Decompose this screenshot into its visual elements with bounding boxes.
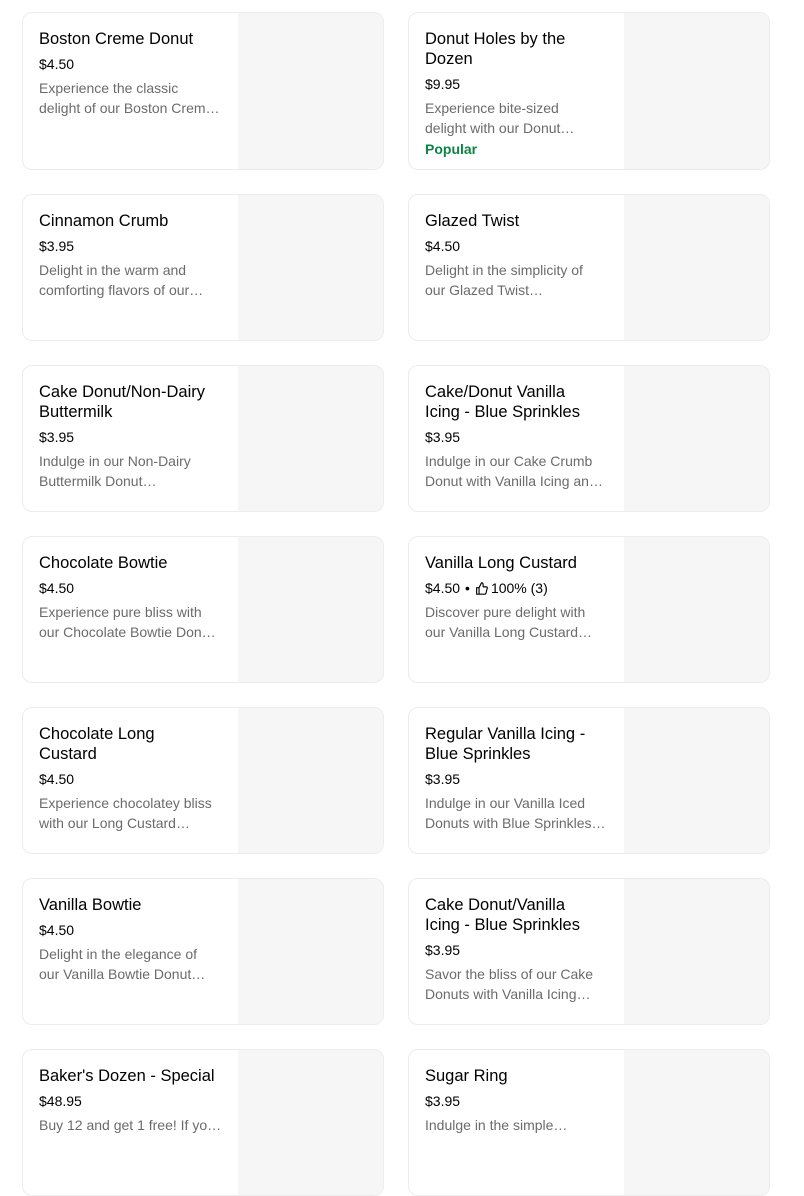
menu-item-description-line: Delight in the warm and: [39, 262, 187, 278]
menu-item-info: [39, 724, 227, 833]
menu-item-price: $4.50: [39, 771, 75, 787]
menu-item-info: [425, 382, 613, 491]
menu-item-description-line: Experience bite-sized: [425, 100, 559, 116]
menu-item-price-row: [39, 1092, 227, 1110]
menu-item-info: [39, 382, 227, 491]
menu-item-image: [624, 366, 769, 511]
menu-item-title: [425, 895, 613, 935]
menu-item-card[interactable]: [408, 194, 770, 341]
thumbs-up-icon: [475, 582, 488, 595]
menu-item-title: [39, 382, 227, 422]
menu-item-price-row: [39, 579, 227, 597]
menu-item-card[interactable]: [22, 365, 384, 512]
menu-item-title: [425, 1066, 613, 1086]
menu-item-image: [624, 879, 769, 1024]
menu-item-info: [39, 211, 227, 300]
menu-item-description-line: Indulge in our Vanilla Iced: [425, 795, 586, 811]
menu-item-title-line: Cake Donut/Non-Dairy: [39, 383, 205, 401]
menu-item-image: [624, 708, 769, 853]
menu-item-description-line: our Chocolate Bowtie Don…: [39, 624, 216, 640]
menu-item-card[interactable]: [22, 536, 384, 683]
menu-item-price: $48.95: [39, 1093, 82, 1109]
menu-item-image: [238, 708, 383, 853]
menu-item-title-line: Custard: [39, 745, 97, 763]
menu-item-title: [39, 724, 227, 764]
menu-item-title: [39, 211, 227, 231]
menu-item-description-line: Donuts with Blue Sprinkles…: [425, 815, 606, 831]
menu-item-card[interactable]: [408, 536, 770, 683]
menu-item-title-line: Cake Donut/Vanilla: [425, 896, 566, 914]
menu-item-description: [39, 78, 227, 118]
menu-item-title-line: Chocolate Long: [39, 725, 155, 743]
menu-item-price-row: [39, 428, 227, 446]
menu-item-price: $4.50: [39, 922, 75, 938]
menu-item-description-line: Donut with Vanilla Icing an…: [425, 473, 603, 489]
menu-item-description: [39, 260, 227, 300]
menu-item-description-line: Buy 12 and get 1 free! If yo…: [39, 1117, 222, 1133]
menu-item-description-line: Discover pure delight with: [425, 604, 586, 620]
menu-item-card[interactable]: [22, 12, 384, 170]
menu-item-title-line: Donut Holes by the: [425, 30, 566, 48]
menu-item-description-line: Indulge in the simple…: [425, 1117, 568, 1133]
menu-item-card[interactable]: [408, 365, 770, 512]
menu-item-description: [425, 451, 613, 491]
menu-item-title-line: Regular Vanilla Icing -: [425, 725, 586, 743]
menu-item-card[interactable]: [22, 194, 384, 341]
menu-item-description-line: Delight in the simplicity of: [425, 262, 583, 278]
menu-item-title: [425, 724, 613, 764]
menu-item-title: [39, 1066, 227, 1086]
menu-item-price: $4.50: [425, 580, 461, 596]
menu-item-description: [39, 451, 227, 491]
menu-item-description-line: Delight in the elegance of: [39, 946, 197, 962]
menu-item-image: [238, 1050, 383, 1195]
menu-item-image: [238, 195, 383, 340]
menu-item-price-row: [39, 55, 227, 73]
menu-item-info: [39, 895, 227, 984]
menu-item-image: [238, 13, 383, 169]
menu-item-price: $3.95: [425, 771, 461, 787]
menu-item-title-line: Cinnamon Crumb: [39, 212, 169, 230]
menu-item-description: [39, 1115, 227, 1155]
menu-item-description: [39, 602, 227, 642]
menu-item-card[interactable]: [22, 707, 384, 854]
menu-item-description: [425, 602, 613, 642]
popular-badge: Popular: [425, 141, 478, 157]
menu-item-price: $4.50: [425, 238, 461, 254]
menu-item-card[interactable]: [408, 707, 770, 854]
menu-item-description-line: our Vanilla Long Custard…: [425, 624, 593, 640]
menu-item-image: [238, 879, 383, 1024]
menu-item-title: [425, 553, 613, 573]
menu-item-description-line: delight of our Boston Crem…: [39, 100, 220, 116]
menu-item-image: [624, 13, 769, 169]
menu-item-title-line: Vanilla Long Custard: [425, 554, 577, 572]
menu-item-title: [39, 29, 227, 49]
menu-item-rating: 100% (3): [490, 580, 548, 596]
menu-item-price: $3.95: [425, 429, 461, 445]
menu-item-description-line: Donuts with Vanilla Icing…: [425, 986, 591, 1002]
menu-item-price: $3.95: [425, 1093, 461, 1109]
separator-dot: •: [465, 580, 470, 596]
menu-item-info: [425, 211, 613, 300]
menu-item-card[interactable]: [22, 878, 384, 1025]
menu-item-title-line: Cake/Donut Vanilla: [425, 383, 566, 401]
menu-item-card[interactable]: [22, 1049, 384, 1196]
menu-item-price: $3.95: [425, 942, 461, 958]
menu-item-title-line: Sugar Ring: [425, 1067, 508, 1085]
menu-item-description-line: Indulge in our Non-Dairy: [39, 453, 191, 469]
menu-item-title: [39, 553, 227, 573]
menu-item-info: [425, 895, 613, 1004]
menu-item-title-line: Vanilla Bowtie: [39, 896, 142, 914]
menu-item-description: [425, 793, 613, 833]
menu-item-description-line: Savor the bliss of our Cake: [425, 966, 594, 982]
menu-item-info: [39, 1066, 227, 1155]
menu-item-description-line: comforting flavors of our…: [39, 282, 204, 298]
menu-item-price: $9.95: [425, 76, 461, 92]
menu-item-price-row: [425, 770, 613, 788]
menu-item-price-row: [425, 1092, 613, 1110]
menu-item-description-line: Experience chocolatey bliss: [39, 795, 212, 811]
menu-item-info: [425, 724, 613, 833]
menu-item-info: [425, 29, 613, 158]
menu-item-price-row: [425, 428, 613, 446]
menu-item-description: [39, 944, 227, 984]
menu-item-title: [425, 382, 613, 422]
menu-item-description: [425, 964, 613, 1004]
menu-item-title-line: Blue Sprinkles: [425, 745, 531, 763]
menu-item-title-line: Boston Creme Donut: [39, 30, 194, 48]
menu-item-price-row: [425, 941, 613, 959]
menu-item-price-row: [39, 237, 227, 255]
menu-item-description-line: our Glazed Twist…: [425, 282, 544, 298]
menu-item-description-line: Experience pure bliss with: [39, 604, 202, 620]
menu-item-image: [238, 366, 383, 511]
menu-item-title-line: Baker's Dozen - Special: [39, 1067, 215, 1085]
menu-item-price: $4.50: [39, 56, 75, 72]
menu-item-price-row: [425, 579, 613, 597]
menu-item-title: [425, 211, 613, 231]
menu-item-card[interactable]: [408, 1049, 770, 1196]
menu-item-title-line: Chocolate Bowtie: [39, 554, 168, 572]
menu-item-price: $3.95: [39, 238, 75, 254]
menu-item-title: [39, 895, 227, 915]
menu-item-info: [425, 553, 613, 642]
menu-item-title: [425, 29, 613, 69]
menu-item-description-line: our Vanilla Bowtie Donut…: [39, 966, 206, 982]
menu-item-title-line: Buttermilk: [39, 403, 113, 421]
menu-item-price-row: [39, 921, 227, 939]
menu-item-info: [425, 1066, 613, 1155]
menu-item-card[interactable]: [408, 12, 770, 170]
menu-item-description-line: Indulge in our Cake Crumb: [425, 453, 593, 469]
menu-item-price-row: [425, 237, 613, 255]
menu-item-description: [425, 260, 613, 300]
menu-item-image: [624, 1050, 769, 1195]
menu-item-image: [238, 537, 383, 682]
menu-item-info: [39, 553, 227, 642]
menu-item-description: [39, 793, 227, 833]
menu-item-description-line: Experience the classic: [39, 80, 179, 96]
menu-item-description: [425, 1115, 613, 1155]
menu-item-description-line: Buttermilk Donut…: [39, 473, 157, 489]
menu-item-image: [624, 195, 769, 340]
menu-item-title-line: Icing - Blue Sprinkles: [425, 916, 580, 934]
menu-item-description: [425, 98, 613, 138]
menu-item-description-line: delight with our Donut…: [425, 120, 575, 136]
menu-item-price-row: [425, 75, 613, 93]
menu-item-title-line: Dozen: [425, 50, 473, 68]
menu-item-price-row: [39, 770, 227, 788]
menu-item-card[interactable]: [408, 878, 770, 1025]
menu-item-description-line: with our Long Custard…: [39, 815, 190, 831]
menu-item-title-line: Glazed Twist: [425, 212, 520, 230]
menu-item-price: $4.50: [39, 580, 75, 596]
menu-item-price: $3.95: [39, 429, 75, 445]
menu-item-info: [39, 29, 227, 118]
menu-item-image: [624, 537, 769, 682]
menu-item-title-line: Icing - Blue Sprinkles: [425, 403, 580, 421]
